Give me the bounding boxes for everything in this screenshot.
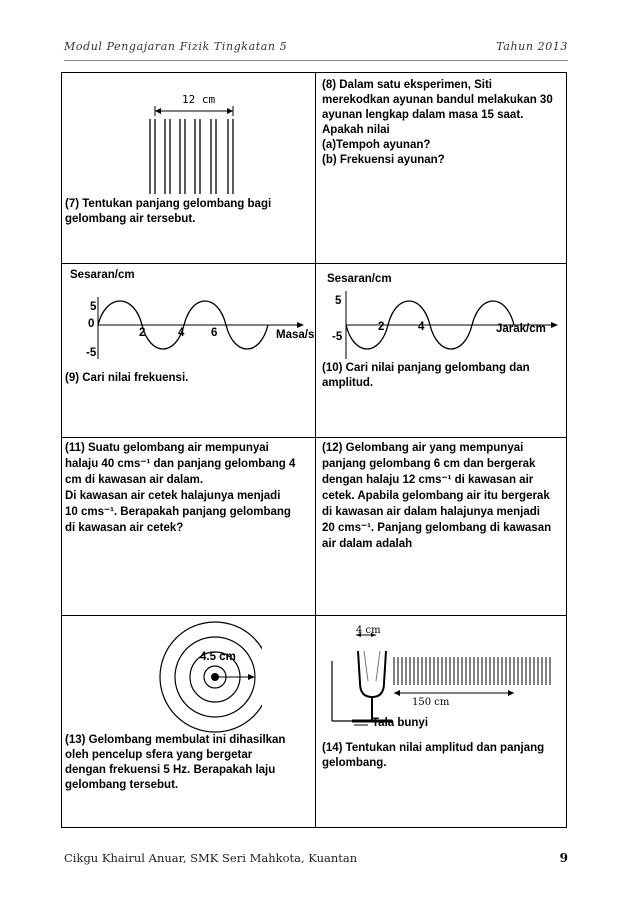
q9-xlabel: Masa/s	[276, 329, 315, 341]
q9-ybot: -5	[86, 347, 97, 359]
q10-tick-4: 4	[418, 321, 425, 333]
footer-author: Cikgu Khairul Anuar, SMK Seri Mahkota, Kuantan	[64, 851, 358, 865]
header-title: Modul Pengajaran Fizik Tingkatan 5	[64, 40, 288, 53]
q10-ylabel: Sesaran/cm	[327, 273, 392, 285]
q9-ytop: 5	[90, 301, 97, 313]
question-11-text: (11) Suatu gelombang air mempunyai halaju 40 cms⁻¹ dan panjang gelombang 4 cm di kawasan air dalam. Di kawasan air cetek halajunya menjadi 10 cms⁻¹. Berapakah panjang gelombang di kawasan air cetek?	[65, 442, 296, 534]
circular-wave-figure	[122, 619, 262, 735]
question-7-text: (7) Tentukan panjang gelombang bagi gelombang air tersebut.	[65, 198, 272, 225]
row-divider-1	[62, 263, 566, 264]
question-10-text: (10) Cari nilai panjang gelombang dan amplitud.	[322, 362, 530, 389]
header-rule	[64, 60, 568, 61]
tuning-fork-label: Tala bunyi	[372, 717, 429, 729]
q9-tick-4: 4	[178, 327, 185, 339]
distance-label: 150 cm	[412, 697, 450, 708]
question-8-text: (8) Dalam satu eksperimen, Siti merekodkan ayunan bandul melakukan 30 ayunan lengkap dalam masa 15 saat. Apakah nilai (a)Tempoh ayunan? (b) Frekuensi ayunan?	[322, 79, 553, 166]
header-year: Tahun 2013	[496, 40, 568, 53]
question-9-text: (9) Cari nilai frekuensi.	[65, 372, 189, 384]
q9-tick-2: 2	[139, 327, 146, 339]
q10-xlabel: Jarak/cm	[496, 323, 546, 335]
q10-ybot: -5	[332, 331, 343, 343]
q9-origin: 0	[88, 318, 95, 330]
page-number: 9	[559, 851, 568, 865]
tuning-fork-wave-figure	[324, 621, 560, 731]
q9-displacement-time-graph	[62, 285, 315, 365]
row-divider-3	[62, 615, 566, 616]
q10-tick-2: 2	[378, 321, 385, 333]
question-12-text: (12) Gelombang air yang mempunyai panjang gelombang 6 cm dan bergerak dengan halaju 12 cms⁻¹ di kawasan air cetek. Apabila gelombang air itu bergerak di kawasan air dalam halajunya menjadi 20 cms⁻¹. Panjang gelombang di kawasan air dalam adalah	[322, 442, 552, 550]
column-divider	[315, 73, 316, 827]
question-table	[61, 72, 567, 828]
q9-ylabel: Sesaran/cm	[70, 269, 135, 281]
question-13-text: (13) Gelombang membulat ini dihasilkan oleh pencelup sfera yang bergetar dengan frekuensi 5 Hz. Berapakah laju gelombang tersebut.	[65, 734, 286, 791]
row-divider-2	[62, 437, 566, 438]
fork-width-label: 4 cm	[356, 625, 381, 636]
wavelength-dimension-label: 12 cm	[182, 93, 216, 106]
q10-ytop: 5	[335, 295, 342, 307]
question-14-text: (14) Tentukan nilai amplitud dan panjang gelombang.	[322, 742, 545, 769]
q9-tick-6: 6	[211, 327, 218, 339]
radius-label: 4.5 cm	[200, 651, 236, 663]
